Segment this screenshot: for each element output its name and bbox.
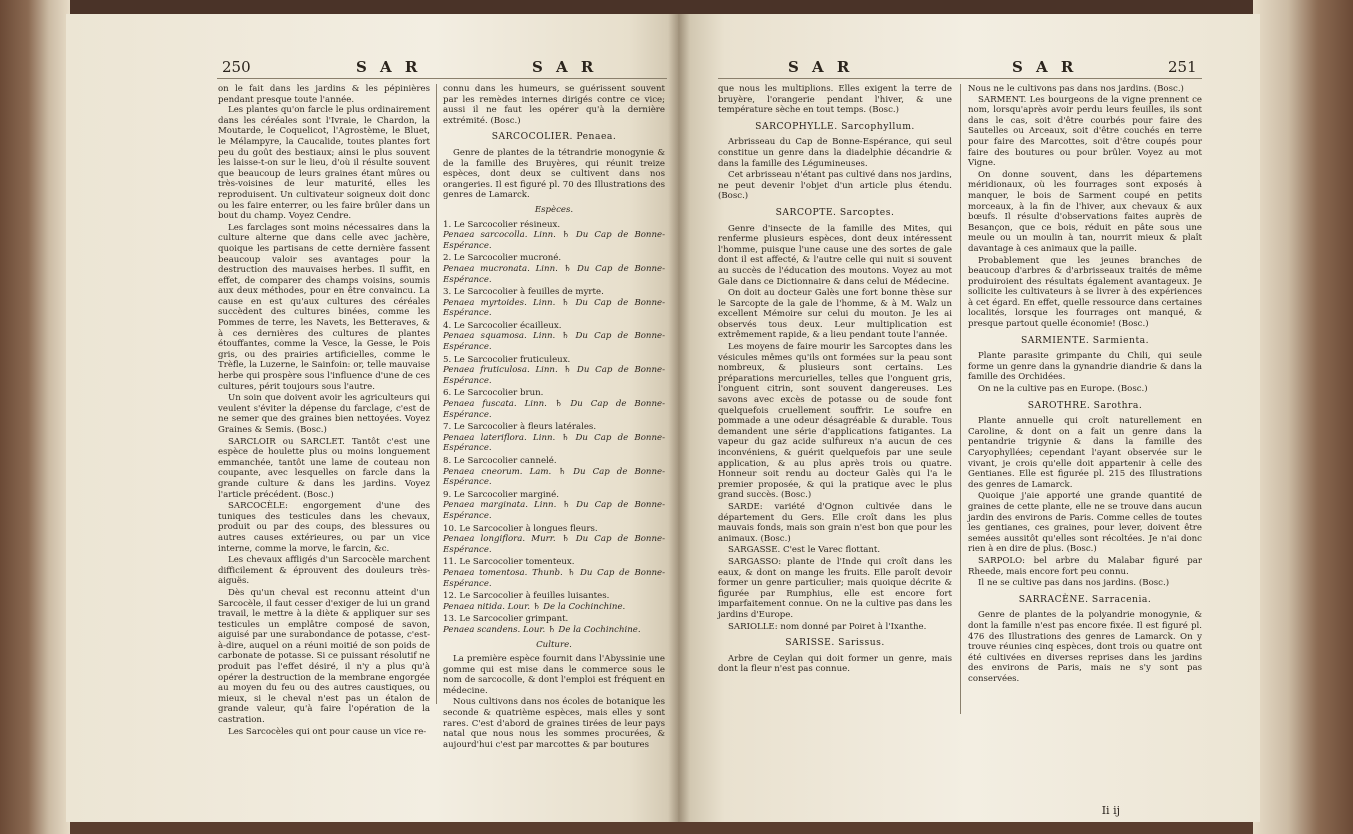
entry-heading: SARCOPTE. Sarcoptes. — [775, 206, 895, 218]
paragraph: 8. Le Sarcocolier cannelé. — [443, 456, 557, 466]
running-head-left-2: S A R — [532, 58, 598, 76]
paragraph: On ne la cultive pas en Europe. (Bosc.) — [978, 384, 1148, 395]
paragraph: 12. Le Sarcocolier à feuilles luisantes. — [443, 591, 610, 602]
page-number-right: 251 — [1168, 58, 1197, 76]
paragraph: SARDE: variété d'Ognon cultivée dans le département du Gers. Elle croît dans les plus mauvais fonds, mais son grain n'est bon que pour les animaux. (Bosc.) — [718, 501, 952, 544]
paragraph: Penaea fruticulosa. Linn. ♄ Du Cap de Bonne-Espérance. — [443, 365, 665, 386]
left-page-edges — [0, 0, 70, 834]
paragraph: Genre de plantes de la tétrandrie monogynie & de la famille des Bruyères, qui réunit treize espèces, dont deux se cultivent dans nos orangeries. Il est figuré pl. 70 des Illustrations des genres de Lamarck. — [443, 147, 665, 201]
left-page — [66, 14, 678, 822]
entry-heading: SARCOPHYLLE. Sarcophyllum. — [755, 120, 915, 132]
paragraph: Penaea longiflora. Murr. ♄ Du Cap de Bonne-Espérance. — [443, 534, 665, 555]
paragraph: Les plantes qu'on farcle le plus ordinairement dans les céréales sont l'Ivraie, le Chardon, la Moutarde, le Coquelicot, l'Agrostème, le Bluet, le Mélampyre, la Caucalide, toutes plantes fort peu du goût des bestiaux; ainsi le plus souvent les laisse-t-on sur le lieu, d'où il résulte souvent que beaucoup de leurs graines étant mûres ou très-voisines de leur maturité, elles les reproduisent. Un cultivateur soigneux doit donc ou les faire enterrer, ou les faire brûler dans un bout du champ. Voyez Cendre. — [218, 105, 430, 222]
book-gutter — [668, 14, 690, 822]
paragraph: Culture. — [536, 639, 572, 650]
paragraph: 1. Le Sarcocolier résineux. — [443, 219, 561, 230]
paragraph: que nous les multiplions. Elles exigent la terre de bruyère, l'orangerie pendant l'hiver, & une température sèche en tout temps. (Bosc.) — [718, 84, 952, 116]
paragraph: Quoique j'aie apporté une grande quantité de graines de cette plante, elle ne se trouve dans aucun jardin des environs de Paris. Comme celles de toutes les gentianes, ces graines, pour lever, doivent être semées aussitôt qu'elles sont récoltées. Je n'ai donc rien à en dire de plus. (Bosc.) — [968, 491, 1202, 555]
paragraph: 6. Le Sarcocolier brun. — [443, 388, 544, 399]
paragraph: SARCOCÈLE: engorgement d'une des tuniques des testicules dans les chevaux, produit ou par des coups, des blessures ou autres causes extérieures, ou par un vice interne, comme la morve, le farcin, &c. — [218, 501, 430, 554]
paragraph: Dès qu'un cheval est reconnu atteint d'un Sarcocèle, il faut cesser d'exiger de lui un grand travail, le mettre à la diète & appliquer sur ses testicules un emplâtre composé de savon, aiguisé par une surabondance de potasse, c'est-à-dire, auquel on a réuni moitié de son poids de carbonate de potasse. Si ce puissant résolutif ne produit pas l'effet désiré, il n'y a plus qu'à opérer la destruction de la membrane engorgée au moyen du feu ou des autres caustiques, ou mieux, si le cheval n'est pas un étalon de grande valeur, qu'à faire l'opération de la castration. — [218, 587, 430, 726]
signature-mark: Ii ij — [1101, 804, 1120, 817]
paragraph: Penaea lateriflora. Linn. ♄ Du Cap de Bonne-Espérance. — [443, 432, 665, 454]
paragraph: on le fait dans les jardins & les pépinières pendant presque toute l'année. — [218, 84, 430, 105]
paragraph: 4. Le Sarcocolier écailleux. — [443, 320, 562, 331]
paragraph: 2. Le Sarcocolier mucroné. — [443, 253, 562, 264]
header-rule-right — [718, 78, 1202, 79]
paragraph: Les moyens de faire mourir les Sarcoptes dans les vésicules mêmes qu'ils ont formées sur la peau sont nombreux, & plusieurs sont certains. Les préparations mercurielles, telles que l'onguent gris, l'onguent citrin, sont souvent dangereuses. Les savons avec excès de potasse ou de soude font quelquefois cruellement souffrir. Le soufre en pommade a une odeur désagréable & durable. Tous demandent une série d'applications fatigantes. La vapeur du gaz acide sulfureux n'a aucun de ces inconvéniens, & guérit quelquefois par une seule application, & au plus après trois ou quatre. Honneur soit rendu au docteur Galès qui l'a le premier proposée, & qui la pratique avec le plus grand succès. (Bosc.) — [718, 342, 952, 501]
paragraph: 3. Le Sarcocolier à feuilles de myrte. — [443, 287, 604, 298]
paragraph: Plante parasite grimpante du Chili, qui seule forme un genre dans la gynandrie diandrie & dans la famille des Orchidées. — [968, 351, 1202, 383]
paragraph: Penaea mucronata. Linn. ♄ Du Cap de Bonne-Espérance. — [443, 263, 665, 285]
paragraph: 5. Le Sarcocolier fruticuleux. — [443, 354, 571, 365]
paragraph: Genre de plantes de la polyandrie monogynie, & dont la famille n'est pas encore fixée. Il est figuré pl. 476 des Illustrations des genres de Lamarck. On y trouve réunies cinq espèces, dont trois ou quatre ont été cultivées en diverses reprises dans les jardins des environs de Paris, mais ne s'y sont pas conservées. — [968, 610, 1202, 684]
paragraph: Penaea scandens. Lour. ♄ De la Cochinchine. — [443, 624, 641, 635]
paragraph: Nous ne le cultivons pas dans nos jardins. (Bosc.) — [968, 84, 1184, 94]
paragraph: Arbrisseau du Cap de Bonne-Espérance, qui seul constitue un genre dans la diadelphie décandrie & dans la famille des Légumineuses. — [718, 137, 952, 169]
paragraph: Penaea marginata. Linn. ♄ Du Cap de Bonne-Espérance. — [443, 500, 665, 521]
paragraph: Les farclages sont moins nécessaires dans la culture alterne que dans celle avec jachère, quoique les partisans de cette dernière fassent beaucoup valoir ses avantages pour la destruction des mauvaises herbes. Il suffit, en effet, de comparer des champs voisins, soumis aux deux méthodes, pour en être convaincu. La cause en est qu'aux cultures des céréales succèdent des cultures binées, comme les Pommes de terre, les Navets, les Betteraves, & à ces dernières des cultures de plantes étouffantes, comme la Vesce, la Gesse, le Pois gris, ou des prairies artificielles, comme le Trèfle, la Luzerne, le Sainfoin: or, telle mauvaise herbe qui prospère sous l'influence d'une de ces cultures, périt toujours sous l'autre. — [218, 222, 430, 392]
paragraph: Penaea tomentosa. Thunb. ♄ Du Cap de Bonne-Espérance. — [443, 567, 665, 589]
running-head-left-1: S A R — [356, 58, 422, 76]
paragraph: Probablement que les jeunes branches de beaucoup d'arbres & d'arbrisseaux traités de même produiroient des résultats également avantageux. Je sollicite les cultivateurs à se livrer à des expériences à cet égard. En effet, quelle ressource dans certaines localités, lorsque les fourrages ont manqué, & presque partout quelle économie! (Bosc.) — [968, 255, 1202, 330]
right-column-1 — [718, 84, 952, 676]
paragraph: SARCLOIR ou SARCLET. Tantôt c'est une espèce de houlette plus ou moins longuement emmanchée, tantôt une lame de couteau non coupante, avec lesquelles on farcle dans la grande culture & dans les jardins. Voyez l'article précédent. (Bosc.) — [218, 436, 430, 500]
paragraph: Penaea squamosa. Linn. ♄ Du Cap de Bonne-Espérance. — [443, 331, 665, 353]
paragraph: La première espèce fournit dans l'Abyssinie une gomme qui est mise dans le commerce sous le nom de sarcocolle, & dont l'emploi est fréquent en médecine. — [443, 654, 665, 696]
paragraph: Penaea myrtoides. Linn. ♄ Du Cap de Bonne-Espérance. — [443, 297, 665, 319]
paragraph: Penaea fuscata. Linn. ♄ Du Cap de Bonne-Espérance. — [443, 399, 665, 420]
paragraph: Genre d'insecte de la famille des Mites, qui renferme plusieurs espèces, dont deux intéressent l'homme, puisque l'une cause une des sortes de gale dont il est affecté, & l'autre celle qui nuit si souvent au succès de l'éducation des moutons. Voyez au mot Gale dans ce Dictionnaire & dans celui de Médecine. — [718, 223, 952, 287]
entry-heading: SARISSE. Sarissus. — [785, 637, 885, 649]
right-page — [678, 14, 1260, 822]
paragraph: Cet arbrisseau n'étant pas cultivé dans nos jardins, ne peut devenir l'objet d'un article plus étendu. (Bosc.) — [718, 170, 952, 202]
paragraph: Les Sarcocèles qui ont pour cause un vice re- — [228, 726, 427, 737]
right-page-edges — [1253, 0, 1353, 834]
paragraph: Il ne se cultive pas dans nos jardins. (Bosc.) — [978, 578, 1170, 589]
column-rule-right — [960, 84, 961, 714]
entry-heading: SARCOCOLIER. Penaea. — [491, 131, 617, 143]
paragraph: 13. Le Sarcocolier grimpant. — [443, 614, 569, 625]
paragraph: Penaea cneorum. Lam. ♄ Du Cap de Bonne-Espérance. — [443, 466, 665, 488]
paragraph: 9. Le Sarcocolier marginé. — [443, 489, 559, 500]
paragraph: Arbre de Ceylan qui doit former un genre, mais dont la fleur n'est pas connue. — [718, 653, 952, 675]
right-column-2 — [968, 84, 1202, 685]
header-rule-left — [217, 78, 667, 79]
paragraph: Un soin que doivent avoir les agriculteurs qui veulent s'éviter la dépense du farclage, c'est de ne semer que des graines bien nettoyées. Voyez Graines & Semis. (Bosc.) — [218, 393, 430, 435]
paragraph: Nous cultivons dans nos écoles de botanique les seconde & quatrième espèces, mais elles y sont rares. C'est d'abord de graines tirées de leur pays natal que nous nous les sommes procurées, & aujourd'hui c'est par marcottes & par boutures — [443, 697, 665, 750]
paragraph: SARPOLO: bel arbre du Malabar figuré par Rheede, mais encore fort peu connu. — [968, 555, 1202, 577]
paragraph: On doit au docteur Galès une fort bonne thèse sur le Sarcopte de la gale de l'homme, & à M. Walz un excellent Mémoire sur celui du mouton. Je les ai observés tous deux. Leur multiplication est extrêmement rapide, & a lieu pendant toute l'année. — [718, 288, 952, 341]
paragraph: Les chevaux affligés d'un Sarcocèle marchent difficilement & éprouvent des douleurs très-aiguës. — [218, 555, 430, 587]
column-rule-left — [436, 84, 437, 704]
entry-heading: SARMIENTE. Sarmienta. — [1020, 334, 1150, 346]
paragraph: 11. Le Sarcocolier tomenteux. — [443, 557, 575, 568]
paragraph: Penaea sarcocolla. Linn. ♄ Du Cap de Bonne-Espérance. — [443, 230, 665, 251]
paragraph: 10. Le Sarcocolier à longues fleurs. — [443, 523, 598, 534]
paragraph: Plante annuelle qui croît naturellement en Caroline, & dont on a fait un genre dans la pentandrie trigynie & dans la famille des Caryophyllées; cependant l'ayant observée sur le vivant, je crois qu'elle doit appartenir à celle des Gentianes. Elle est figurée pl. 215 des Illustrations des genres de Lamarck. — [968, 416, 1202, 490]
paragraph: 7. Le Sarcocolier à fleurs latérales. — [443, 422, 597, 433]
paragraph: SARMENT. Les bourgeons de la vigne prennent ce nom, lorsqu'après avoir perdu leurs feuilles, ils sont dans le cas, soit d'être courbés pour faire des Sautelles ou Arceaux, soit d'être couchés en terre pour faire des Marcottes, soit d'être coupés pour faire des boutures ou pour brûler. Voyez au mot Vigne. — [968, 94, 1202, 169]
left-column-2 — [443, 84, 665, 751]
paragraph: SARGASSE. C'est le Varec flottant. — [728, 545, 881, 556]
page-number-left: 250 — [222, 58, 251, 76]
running-head-right-1: S A R — [788, 58, 854, 76]
paragraph: Penaea nitida. Lour. ♄ De la Cochinchine. — [443, 601, 626, 612]
left-column-1 — [218, 84, 430, 738]
entry-heading: SAROTHRE. Sarothra. — [1027, 399, 1143, 411]
running-head-right-2: S A R — [1012, 58, 1078, 76]
paragraph: Espèces. — [534, 204, 574, 215]
paragraph: SARIOLLE: nom donné par Poiret à l'Ixanthe. — [728, 621, 927, 632]
paragraph: SARGASSO: plante de l'Inde qui croît dans les eaux, & dont on mange les fruits. Elle paroît devoir former un genre particulier; mais quoique décrite & figurée par Rumphius, elle est encore fort imparfaitement connue. On ne la cultive pas dans les jardins d'Europe. — [718, 556, 952, 620]
paragraph: connu dans les humeurs, se guérissent souvent par les remèdes internes dirigés contre ce vice; aussi il ne faut les opérer qu'à la dernière extrémité. (Bosc.) — [443, 84, 665, 126]
entry-heading: SARRACÈNE. Sarracenia. — [1018, 593, 1152, 605]
paragraph: On donne souvent, dans les départemens méridionaux, où les fourrages sont exposés à manquer, le bois de Sarment coupé en petits morceaux, à la fin de l'hiver, aux chevaux & aux bœufs. Il résulte d'observations faites auprès de Besançon, que ce bois, réduit en pâte sous une meule ou un moulin à tan, nourrit mieux & plaît davantage à ces animaux que la paille. — [968, 169, 1202, 254]
